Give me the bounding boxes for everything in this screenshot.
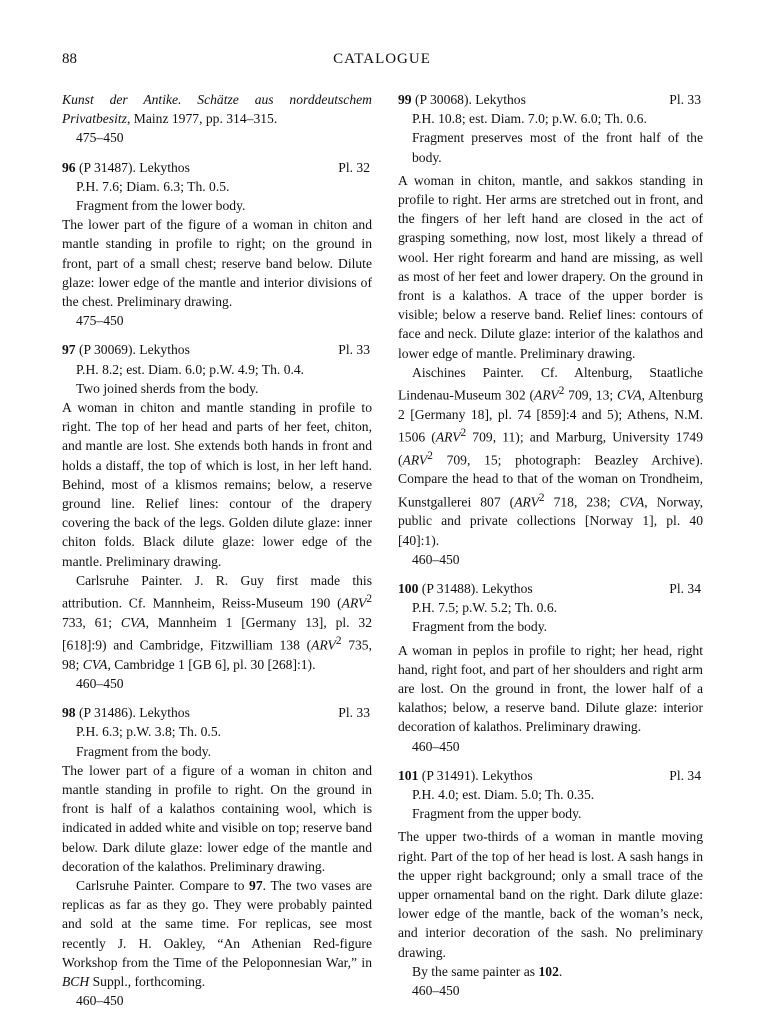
entry-99-attribution [398, 363, 703, 550]
entry-98-attr-part: Suppl., forthcoming. [89, 974, 206, 989]
entry-100-inventory: (P 31488). Lekythos [418, 581, 533, 596]
intro-reference [62, 90, 372, 128]
entry-101-date: 460–450 [412, 983, 460, 999]
entry-100-dimensions: P.H. 7.5; p.W. 5.2; Th. 0.6. [412, 600, 558, 616]
entry-99-inventory: (P 30068). Lekythos [411, 92, 526, 107]
arv-superscript: 2 [427, 449, 433, 462]
entry-98-date: 460–450 [76, 993, 124, 1009]
cva-abbrev: CVA [120, 614, 146, 630]
entry-99-attr-part: 709, 15; photograph: Beazley Archive). Compare the head to that of the woman on Trondheim, Kunstgallerei 807 ( [398, 452, 703, 510]
entry-99-attr-part: 709, 13; [564, 387, 617, 403]
entry-99-fragment: Fragment preserves most of the front half of the body. [412, 130, 703, 165]
entry-96-date: 475–450 [76, 313, 124, 329]
entry-100-date: 460–450 [412, 738, 460, 754]
cva-abbrev: CVA [619, 494, 645, 510]
entry-96-description: The lower part of the figure of a woman in chiton and mantle standing in profile to right; on the ground in front, part of a small chest; reserve band below. Dilute glaze: lower edge of the mantle and interior divisions of the chest. Preliminary drawing. [62, 217, 372, 310]
right-column [398, 90, 703, 1002]
entry-99-dimensions: P.H. 10.8; est. Diam. 7.0; p.W. 6.0; Th. 0.6. [412, 111, 647, 127]
arv-abbrev: ARV [514, 494, 539, 510]
entry-100-description: A woman in peplos in profile to right; her head, right hand, right foot, and part of her shoulders and right arm are lost. On the ground in front, the lower half of a kalathos; below, a reserve band. Dilute glaze: interior decoration of kalathos. Preliminary drawing. [398, 642, 703, 735]
entry-99-attr-part: , Altenburg 2 [Germany 18], pl. 74 [859]:4 and 5); Athens, N.M. 1506 ( [398, 387, 704, 445]
entry-97-attr-part: 733, 61; [62, 614, 121, 630]
entry-97-attr-part: Carlsruhe Painter. J. R. Guy first made this attribution. Cf. Mannheim, Reiss-Museum 190 ( [62, 572, 372, 611]
entry-96-dimensions: P.H. 7.6; Diam. 6.3; Th. 0.5. [76, 178, 230, 194]
arv-abbrev: ARV [534, 387, 559, 403]
entry-99-attr-part: 718, 238; [544, 494, 620, 510]
intro-reference-title: Kunst der Antike. Schätze aus norddeutschem Privatbesitz [62, 92, 372, 127]
entry-97-date: 460–450 [76, 675, 124, 691]
cva-abbrev: CVA [82, 656, 108, 672]
entry-101-plate: Pl. 34 [669, 767, 701, 783]
entry-97-number: 97 [62, 342, 76, 358]
left-column [62, 90, 372, 1012]
entry-cross-reference: 97 [249, 877, 263, 893]
entry-99-attr-part: 709, 11); and Marburg, University 1749 ( [398, 429, 703, 468]
entry-97-fragment: Two joined sherds from the body. [76, 380, 259, 396]
entry-99-attr-part: Aischines Painter. Cf. Altenburg, Staatliche Lindenau-Museum 302 ( [398, 364, 703, 403]
entry-98-plate: Pl. 33 [338, 705, 370, 721]
entry-101-attr-part: . [558, 963, 563, 979]
page-number: 88 [62, 51, 77, 67]
entry-101-dimensions: P.H. 4.0; est. Diam. 5.0; Th. 0.35. [412, 787, 595, 803]
entry-98-attr-part: Carlsruhe Painter. Compare to [76, 877, 250, 893]
entry-96-plate: Pl. 32 [338, 159, 370, 175]
page-header [62, 50, 702, 72]
entry-97-attr-part: , Cambridge 1 [GB 6], pl. 30 [268]:1). [107, 656, 316, 672]
arv-superscript: 2 [558, 385, 565, 398]
entry-97-attr-part: 735, 98; [62, 637, 373, 672]
entry-98-attr-part: . The two vases are replicas as far as they go. They were probably painted and sold at the same time. For replicas, see most recently J. H. Oakley, “An Athenian Red-figure Workshop from the Time of the Peloponnesian War,” in [62, 877, 372, 970]
entry-98-attribution [62, 876, 372, 991]
intro-date: 475–450 [76, 130, 124, 146]
running-head: CATALOGUE [333, 51, 431, 67]
entry-99-number: 99 [398, 92, 412, 107]
entry-99-attr-part: , Norway, public and private collections [Norway 1], pl. 40 [40]:1). [398, 494, 703, 548]
entry-98-fragment: Fragment from the body. [76, 743, 212, 759]
intro-reference-rest: , Mainz 1977, pp. 314–315. [126, 111, 278, 127]
entry-101-description: The upper two-thirds of a woman in mantle moving right. Part of the top of her head is lost. A sash hangs in the upper right background; only a small trace of the upper ornamental band on the right. Dark dilute glaze: lower edge of the mantle, back of the woman’s neck, and interior decoration of the sash. No preliminary drawing. [398, 829, 703, 960]
entry-97-heading [62, 340, 372, 359]
entry-97-plate: Pl. 33 [338, 342, 370, 358]
entry-99-description: A woman in chiton, mantle, and sakkos standing in profile to right. Her arms are stretched out in front, and the fingers of her left hand are closed in the act of grasping something, now lost, most likely a thread of wool. Her right forearm and hand are missing, as well as most of her feet and lower drapery. On the ground in front is a kalathos. A trace of the upper border is visible; below a reserve band. Relief lines: contours of face and neck. Dilute glaze: interior of the kalathos and lower edge of mantle. Preliminary drawing. [398, 172, 703, 361]
entry-101-attribution [398, 962, 703, 981]
entry-101-inventory: (P 31491). Lekythos [418, 767, 533, 783]
entry-98-dimensions: P.H. 6.3; p.W. 3.8; Th. 0.5. [76, 724, 222, 740]
entry-101-number: 101 [398, 767, 419, 783]
entry-99-heading [398, 90, 703, 109]
entry-98-heading [62, 703, 372, 722]
entry-97-inventory: (P 30069). Lekythos [75, 342, 190, 358]
bch-abbrev: BCH [62, 974, 90, 989]
entry-100-number: 100 [398, 581, 419, 596]
arv-superscript: 2 [335, 635, 342, 648]
entry-98-description: The lower part of a figure of a woman in chiton and mantle standing in profile to right. On the ground in front is half of a kalathos containing wool, which is indicated in added white and visible on top; reserve band below. Dark dilute glaze: lower edge of the mantle and decoration of the kalathos. Preliminary drawing. [62, 762, 372, 874]
entry-101-fragment: Fragment from the upper body. [412, 806, 582, 822]
entry-101-attr-part: By the same painter as [412, 963, 539, 979]
entry-100-heading [398, 579, 703, 598]
entry-98-inventory: (P 31486). Lekythos [75, 705, 190, 721]
entry-97-dimensions: P.H. 8.2; est. Diam. 6.0; p.W. 4.9; Th. 0.4. [76, 361, 305, 377]
entry-100-fragment: Fragment from the body. [412, 619, 548, 635]
entry-99-plate: Pl. 33 [669, 92, 701, 107]
entry-96-fragment: Fragment from the lower body. [76, 198, 246, 214]
arv-superscript: 2 [538, 491, 545, 504]
entry-97-description: A woman in chiton and mantle standing in profile to right. The top of her head and parts of her feet, chiton, and mantle are lost. She extends both hands in front and holds a distaff, the top of which is lost, in her left hand. Behind, most of a klismos remains; below, a reserve ground line. Relief lines: contour of the drapery covering the back of the legs. Golden dilute glaze: inner chiton folds. Black dilute glaze: lower edge of the mantle. Preliminary drawing. [62, 400, 372, 569]
entry-97-attr-part: , Mannheim 1 [Germany 13], pl. 32 [618]:9) and Cambridge, Fitzwilliam 138 ( [62, 614, 372, 653]
entry-cross-reference: 102 [538, 963, 559, 979]
entry-99-date: 460–450 [412, 551, 460, 567]
entry-96-number: 96 [62, 159, 76, 175]
arv-abbrev: ARV [311, 637, 336, 653]
arv-superscript: 2 [460, 426, 467, 439]
entry-100-plate: Pl. 34 [669, 581, 701, 596]
entry-96-inventory: (P 31487). Lekythos [75, 159, 190, 175]
arv-abbrev: ARV [435, 429, 461, 445]
arv-abbrev: ARV [341, 595, 367, 611]
arv-abbrev: ARV [402, 452, 428, 468]
arv-superscript: 2 [366, 593, 372, 606]
entry-97-attribution [62, 571, 372, 674]
cva-abbrev: CVA [617, 387, 642, 403]
entry-96-heading [62, 158, 372, 177]
entry-98-number: 98 [62, 705, 76, 721]
entry-101-heading [398, 766, 703, 785]
